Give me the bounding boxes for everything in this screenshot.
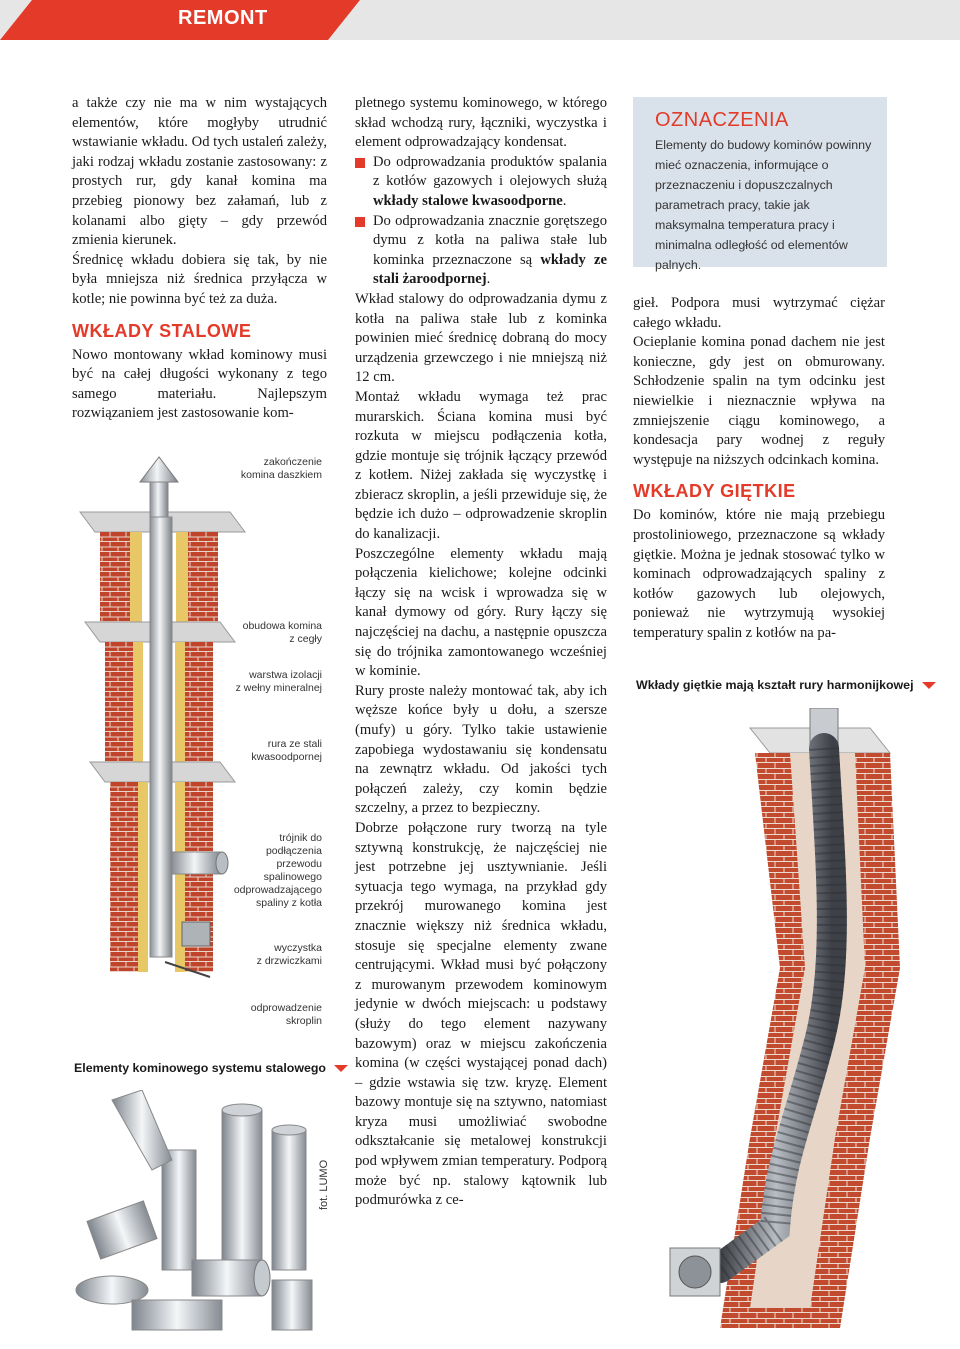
paragraph: Do kominów, które nie mają przebiegu prostoliniowego, przeznaczone są wkłady giętkie. Można je jednak stosować tylko w kominach odprowadzających spaliny z kotłów gazowych lub olejowych, ponieważ nie wytrzymują wysokiej temperatury spalin z kotłów na pa- (633, 507, 885, 641)
sidebar-text: Elementy do budowy kominów powinny mieć oznaczenia, informujące o przeznaczeniu i dopuszczalnych parametrach pracy, takie jak maksymalna temperatura pracy i minimalna odległość od elementów palnych. (655, 138, 872, 272)
bullet-square-icon (355, 158, 365, 168)
paragraph: Wkład stalowy do odprowadzania dymu z kotła na paliwa stałe lub z kominka powinien mieć średnicę dobraną do mocy urządzenia grzewczego i nie mniejszą niż 12 cm. (355, 290, 607, 386)
paragraph: Montaż wkładu wymaga też prac murarskich. Ściana komina musi być rozkuta w miejscu podłączenia kotła, gdzie montuje się trójnik łączący przewód z kotłem. Niżej zakłada się wyczystkę i zbieracz skroplin, a jeśli przewiduje się, że będzie ich dużo – odprowadzenie skroplin do kanalizacji. (355, 388, 607, 543)
label-acid-steel-pipe: rura ze stali kwasoodpornej (251, 738, 322, 763)
paragraph: pletnego systemu kominowego, w którego skład wchodzą rury, łączniki, wyczystka i element odprowadzający kondensat. (355, 95, 607, 151)
column-2 (355, 94, 607, 1211)
bullet-item: Do odprowadzania produktów spalania z kotłów gazowych i olejowych służą wkłady stalowe kwasoodporne. (355, 153, 607, 212)
paragraph: Poszczególne elementy wkładu mają połączenia kielichowe; kolejne odcinki łączy się na wcisk i wprowadza się w kanał dymowy od góry. Rury łączy się najczęściej na dachu, a następnie opuszcza się do trójnika zamontowanego wcześniej w kominie. (355, 545, 607, 680)
caption-arrow-icon (922, 682, 936, 689)
column-1 (72, 94, 327, 424)
paragraph: Rury proste należy montować tak, aby ich węższe końce były u dołu, a szersze (mufy) u góry. Tylko takie ustawienie zapobiega wydostawaniu się kondensatu na zewnątrz wkładu. Od jakości tych połączeń zależy, czy komin będzie szczelny, a przez to bezpieczny. (355, 682, 607, 817)
column-3 (633, 294, 885, 644)
paragraph: Nowo montowany wkład kominowy musi być na całej długości wykonany z tego samego materiału. Najlepszym rozwiązaniem jest zastosowanie kom- (72, 346, 327, 422)
steel-components-photo (72, 1090, 334, 1345)
sidebar-title: OZNACZENIA (655, 109, 789, 131)
label-cleanout: wyczystka z drzwiczkami (256, 942, 322, 967)
caption-arrow-icon (334, 1065, 348, 1072)
section-title: REMONT (178, 7, 268, 29)
caption-flexible-liner: Wkłady giętkie mają kształt rury harmonijkowej (636, 678, 936, 692)
bullet-square-icon (355, 217, 365, 227)
label-insulation: warstwa izolacji z wełny mineralnej (235, 669, 322, 694)
label-condensate-drain: odprowadzenie skroplin (250, 1002, 322, 1027)
paragraph: gieł. Podpora musi wytrzymać ciężar całego wkładu. (633, 295, 885, 331)
bullet-item: Do odprowadzania znacznie gorętszego dymu z kotła na paliwa stałe lub kominka przeznaczone są wkłady ze stali żaroodpornej. (355, 212, 607, 290)
flexible-liner-illustration (640, 708, 940, 1348)
chimney-system-illustration (70, 452, 250, 992)
paragraph: Średnicę wkładu dobiera się tak, by nie była mniejsza niż średnica przyłącza w kotle; nie powinna być też za duża. (72, 251, 327, 307)
label-brick-casing: obudowa komina z cegły (242, 620, 322, 645)
caption-steel-system: Elementy kominowego systemu stalowego (74, 1061, 348, 1075)
sidebar-info-box (633, 97, 887, 272)
page-header (0, 0, 960, 40)
paragraph: Ocieplanie komina ponad dachem nie jest konieczne, gdy jest on obmurowany. Schłodzenie spalin na tym odcinku jest niewielkie i nieznacznie wpływa na zmniejszenie ciągu kominowego, a kondesacja pary wodnej z reguły występuje na niższych odcinkach komina. (633, 334, 885, 468)
paragraph: a także czy nie ma w nim wystających elementów, które mogłyby utrudnić wstawianie wkładu. Od tych ustaleń zależy, jaki rodzaj wkładu zostanie zastosowany: z prostych rur, gdy kanał komina ma przebieg pionowy bez załamań, lub z kolanami albo gięty – gdy przewód zmienia kierunek. (72, 95, 327, 249)
label-chimney-cap: zakończenie komina daszkiem (240, 456, 322, 481)
heading-steel-liners: WKŁADY STALOWE (72, 320, 252, 341)
heading-flexible-liners: WKŁADY GIĘTKIE (633, 481, 796, 502)
label-tee: trójnik do podłączenia przewodu spalinowego odprowadzającego spaliny z kotła (233, 832, 322, 909)
paragraph: Dobrze połączone rury tworzą na tyle sztywną konstrukcję, że najczęściej nie jest potrzebne jej usztywnianie. Jeśli sytuacja tego wymaga, na przykład gdy przekrój murowanego komina jest znacznie większy niż średnica wkładu, stosuje się specjalne elementy zwane centrującymi. Wkład musi być połączony z murowanym przewodem kominowym jedynie w dwóch miejscach: u podstawy (służy do tego element nazywany bazowym) oraz w miejscu zakończenia komina (w części wystającej ponad dach) – gdzie wstawia się tzw. kryzę. Element bazowy montuje się na sztywno, natomiast kryza musi umożliwiać swobodne odkształcanie się metalowej konstrukcji pod wpływem zmian temperatury. Podporą może być np. stalowy kątownik lub podmurówka z ce- (355, 819, 607, 1209)
photo-credit: fot. LUMO (318, 1159, 330, 1210)
